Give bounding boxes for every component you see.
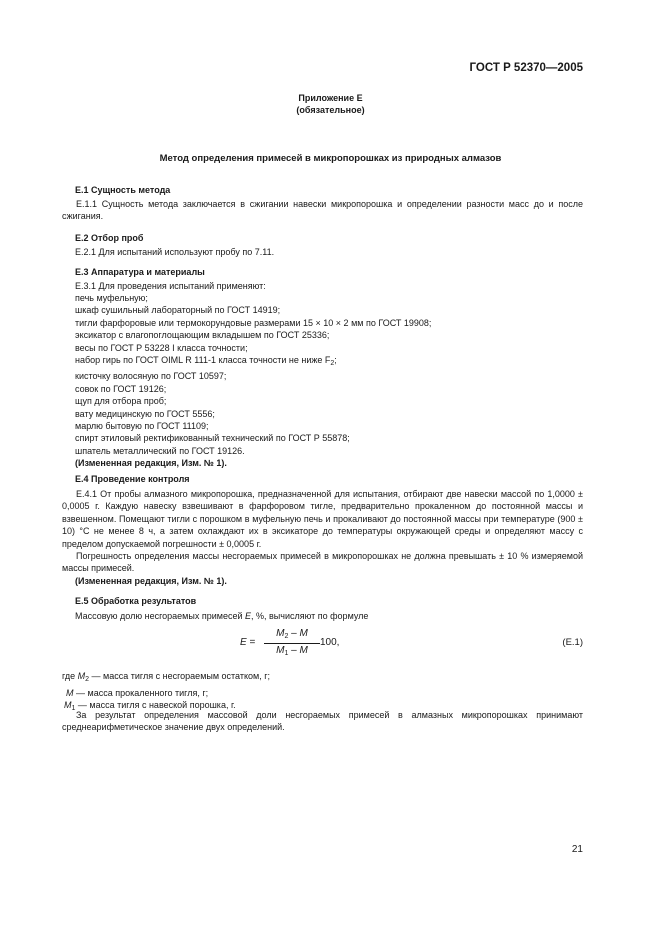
- section-e3-heading: Е.3 Аппаратура и материалы: [75, 267, 205, 277]
- legend-item: [62, 670, 270, 687]
- section-e5-result: За результат определения массовой доли несгораемых примесей в алмазных микропорошках принимают среднеарифметическое значение двух определений.: [62, 710, 583, 733]
- equipment-item: печь муфельную;: [75, 293, 148, 303]
- section-e1-heading: Е.1 Сущность метода: [75, 185, 171, 195]
- section-e2-paragraph: Е.2.1 Для испытаний используют пробу по 7.11.: [75, 247, 275, 257]
- formula-e1: [240, 628, 540, 660]
- amendment-note: (Измененная редакция, Изм. № 1).: [75, 458, 227, 469]
- annex-status: (обязательное): [296, 105, 365, 115]
- equipment-item: щуп для отбора проб;: [75, 396, 167, 407]
- weights-tail: ;: [334, 355, 337, 366]
- legend-variable: M: [77, 671, 86, 681]
- section-e1-paragraph: Е.1.1 Сущность метода заключается в сжигании навески микропорошка и определении разности масс до и после сжигания.: [62, 199, 583, 222]
- equipment-item: весы по ГОСТ Р 53228 I класса точности;: [75, 342, 248, 353]
- section-e4-paragraph-2: Погрешность определения массы несгораемых примесей в микропорошках не должна превышать ± 10 % измеряемой массы примесей.: [62, 551, 583, 574]
- document-title: Метод определения примесей в микропорошках из природных алмазов: [159, 153, 502, 164]
- legend-item: [62, 687, 270, 700]
- annex-title: Приложение Е: [298, 93, 363, 103]
- formula-denominator: [264, 645, 320, 657]
- intro-text: , %, вычисляют по формуле: [251, 611, 369, 621]
- equipment-item: тигли фарфоровые или термокорундовые размерами 15 × 10 × 2 мм по ГОСТ 19908;: [75, 317, 432, 328]
- formula-subscript: 2: [284, 633, 289, 640]
- formula-operator: –: [288, 645, 300, 656]
- equipment-item: кисточку волосяную по ГОСТ 10597;: [75, 371, 227, 382]
- fraction-bar: [264, 643, 320, 644]
- section-e2-heading: Е.2 Отбор проб: [75, 233, 144, 243]
- legend-subscript: 1: [71, 705, 76, 713]
- legend-subscript: 2: [85, 676, 90, 683]
- section-e5-intro: [75, 610, 368, 622]
- legend-variable: M: [66, 687, 74, 698]
- equipment-list: [75, 292, 431, 470]
- formula-multiplier: 100,: [320, 637, 340, 648]
- section-e4-heading: Е.4 Проведение контроля: [75, 474, 190, 484]
- legend-text: — масса тигля с навеской порошка, г.: [75, 700, 236, 711]
- amendment-note: (Измененная редакция, Изм. № 1).: [75, 576, 227, 586]
- formula-subscript: 1: [284, 650, 289, 657]
- formula-number: (Е.1): [562, 637, 583, 648]
- formula-operator: –: [288, 628, 300, 639]
- legend-variable: M: [64, 700, 72, 711]
- formula-equals: =: [249, 637, 256, 648]
- formula-variable: M: [276, 628, 285, 639]
- equipment-item: шкаф сушильный лабораторный по ГОСТ 14919;: [75, 305, 281, 316]
- formula-numerator: [264, 628, 320, 640]
- weights-subscript: 2: [330, 360, 335, 368]
- formula-variable: M: [299, 628, 308, 639]
- legend-text: — масса тигля с несгораемым остатком, г;: [89, 671, 271, 681]
- equipment-item: эксикатор с влагопоглощающим вкладышем по ГОСТ 25336;: [75, 330, 330, 341]
- formula-lhs: [240, 637, 255, 648]
- formula-variable: E: [240, 637, 247, 648]
- equipment-item: марлю бытовую по ГОСТ 11109;: [75, 421, 209, 432]
- section-e3-intro: Е.3.1 Для проведения испытаний применяют:: [75, 281, 266, 291]
- equipment-item: вату медицинскую по ГОСТ 5556;: [75, 408, 215, 419]
- weights-text: набор гирь по ГОСТ OIML R 111-1 класса точности не ниже F: [75, 355, 331, 366]
- equipment-item: спирт этиловый ректификованный технический по ГОСТ Р 55878;: [75, 433, 350, 444]
- page-number: 21: [571, 844, 583, 855]
- formula-variable: M: [276, 645, 285, 656]
- section-e4-paragraph-1: Е.4.1 От пробы алмазного микропорошка, предназначенной для испытания, отбирают две навески массой по 1,0000 ± 0,0005 г. Каждую навеску взвешивают в фарфоровом тигле, предварительно прокаленном до постоянной массы и взвешенном. Помещают тигли с порошком в муфельную печь и прокаливают до постоянной массы при температуре (900 ± 10) °С не менее 8 ч, а затем охлаждают их в эксикаторе до температуры окружающей среды и определяют массу с пределом допускаемой погрешности ± 0,0005 г.: [62, 489, 583, 549]
- formula-variable: M: [299, 645, 308, 656]
- section-e5-heading: Е.5 Обработка результатов: [75, 596, 197, 606]
- equipment-item: [75, 354, 431, 370]
- equipment-item: совок по ГОСТ 19126;: [75, 383, 167, 394]
- legend-text: — масса прокаленного тигля, г;: [73, 687, 209, 698]
- legend-prefix: где: [62, 671, 78, 681]
- intro-variable: E: [244, 611, 251, 621]
- equipment-item: шпатель металлический по ГОСТ 19126.: [75, 445, 245, 456]
- standard-number: ГОСТ Р 52370—2005: [469, 62, 583, 74]
- intro-text: Массовую долю несгораемых примесей: [75, 611, 245, 621]
